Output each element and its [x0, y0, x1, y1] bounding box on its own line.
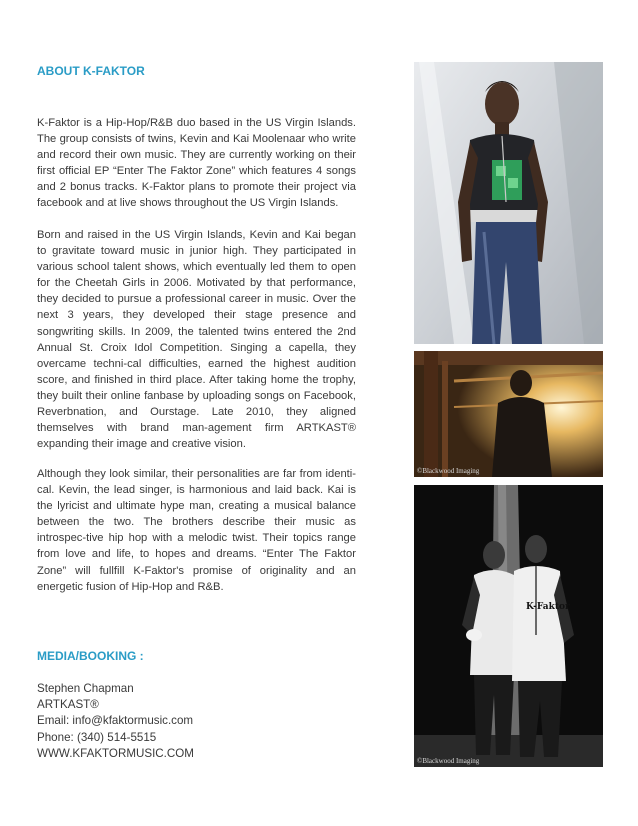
duo-photo-image	[414, 485, 603, 767]
contact-website[interactable]: WWW.KFAKTORMUSIC.COM	[37, 746, 194, 760]
shirt-logo: K-Faktor	[526, 602, 570, 612]
about-heading: ABOUT K-FAKTOR	[37, 64, 145, 78]
contact-name: Stephen Chapman	[37, 682, 134, 695]
contact-phone: Phone: (340) 514-5515	[37, 730, 157, 744]
contact-email[interactable]: Email: info@kfaktormusic.com	[37, 714, 194, 728]
photo-credit: ©Blackwood Imaging	[417, 467, 480, 475]
portrait-photo	[414, 62, 603, 344]
portrait-photo-image	[414, 62, 603, 344]
contact-block	[37, 681, 194, 762]
about-paragraph-3: Although they look similar, their personalities are far from identi-cal. Kevin, the lead singer, is harmonious and laid back. Kai is the lyricist and ultimate hype man, creating a musical balance between the two. The brothers describe their music as introspec-tive hip hop with a melodic twist. Their topics range from love and life, to hopes and dreams. “Enter The Faktor Zone” will fullfill K-Faktor's promise of originality and an energetic fusion of Hip-Hop and R&B.	[37, 468, 356, 593]
porch-photo	[414, 351, 603, 477]
contact-company: ARTKAST®	[37, 698, 99, 712]
photo-credit: ©Blackwood Imaging	[417, 757, 480, 765]
media-booking-heading: MEDIA/BOOKING :	[37, 649, 144, 663]
about-paragraph-1: K-Faktor is a Hip-Hop/R&B duo based in the US Virgin Islands. The group consists of twins, Kevin and Kai Moolenaar who write and record their own music. They are currently working on their first official EP “Enter The Faktor Zone” which features 4 songs and 2 bonus tracks. K-Faktor plans to promote their project via facebook and at live shows throughout the US Virgin Islands.	[37, 117, 356, 210]
porch-photo-image	[414, 351, 603, 477]
about-paragraph-2: Born and raised in the US Virgin Islands, Kevin and Kai began to gravitate toward music in junior high. They participated in various school talent shows, which eventually led them to open for the Cheetah Girls in 2006. Motivated by that performance, they decided to pursue a professional career in music. Over the next 3 years, they developed their stage presence and songwriting skills. In 2009, the talented twins entered the 2nd Annual St. Croix Idol Competition. Singing a capella, they overcame techni-cal difficulties, earned the highest audition score, and finished in third place. After taking home the trophy, they built their online fanbase by uploading songs on Facebook, Reverbnation, and Ourstage. Late 2010, they aligned themselves with brand man-agement firm ARTKAST® expanding their image and creative vision.	[37, 229, 356, 451]
duo-photo	[414, 485, 603, 767]
